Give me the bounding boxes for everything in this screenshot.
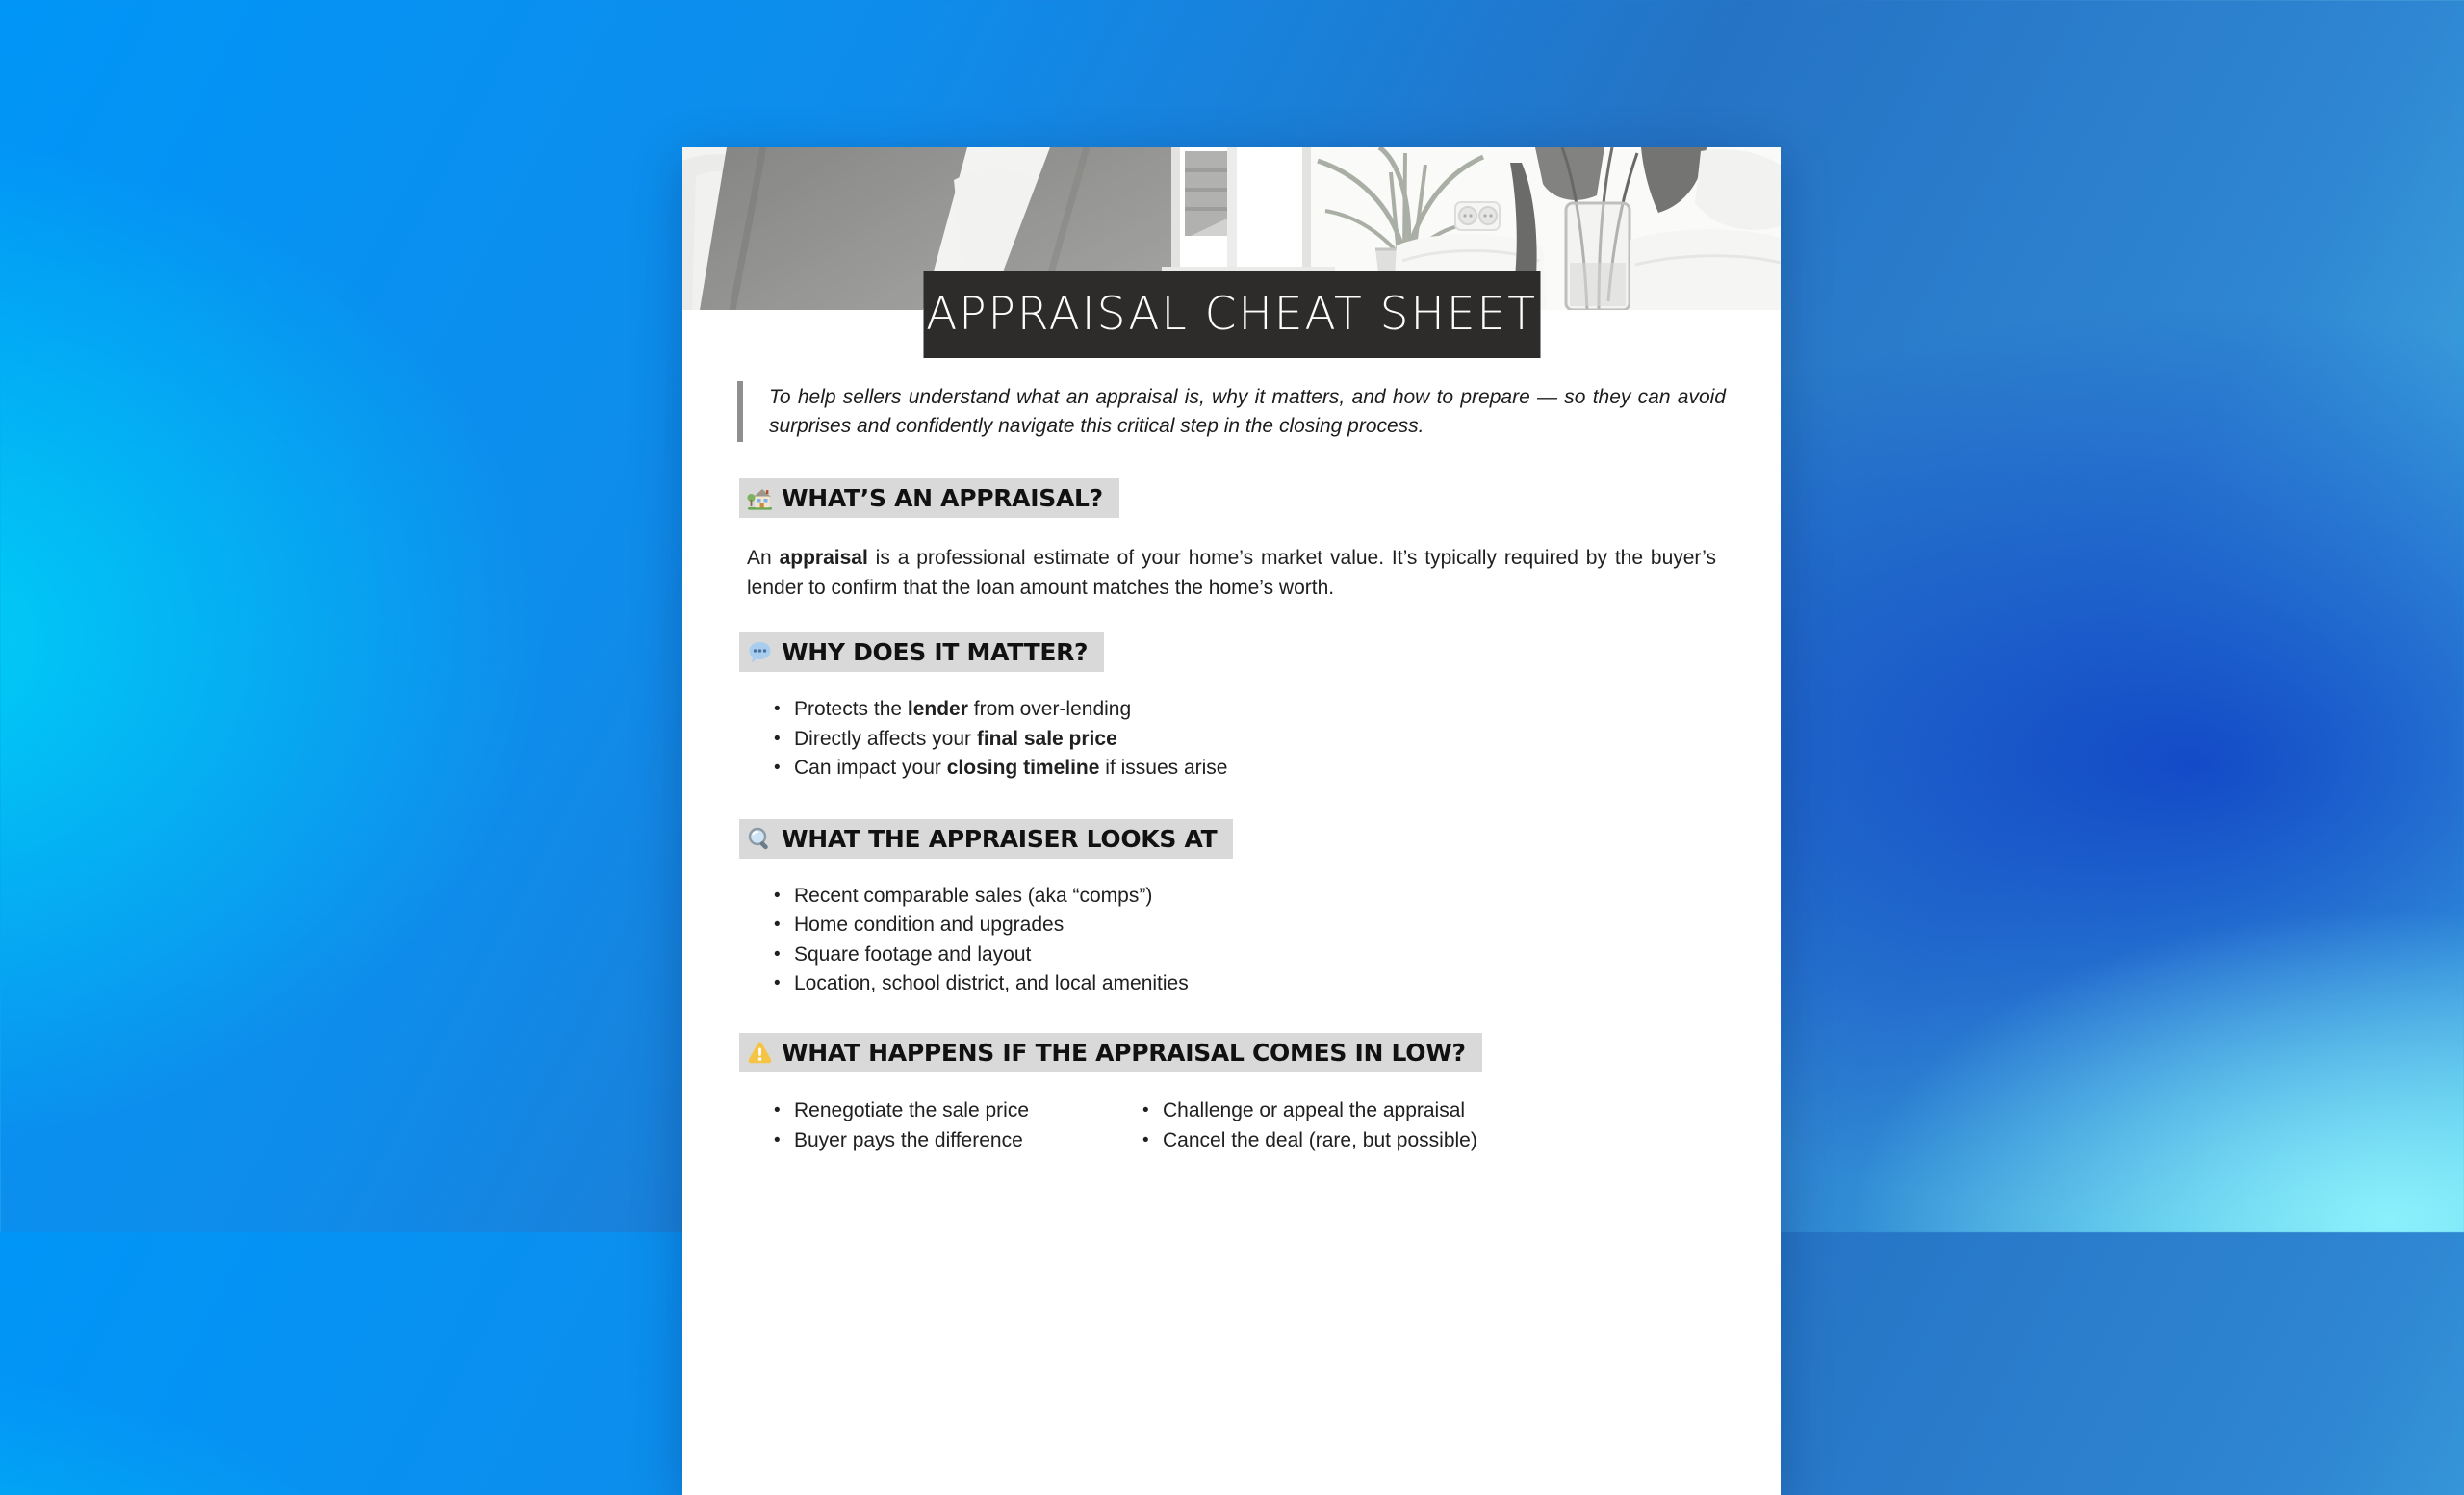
low-options-left-column — [737, 1095, 1106, 1155]
list-item: • Home condition and upgrades — [772, 911, 1726, 941]
why-it-matters-list — [737, 695, 1726, 784]
speech-balloon-icon — [747, 639, 773, 665]
title-banner — [923, 271, 1540, 358]
section-heading-why-does-it-matter — [739, 632, 1104, 672]
list-item: • Cancel the deal (rare, but possible) — [1141, 1125, 1726, 1155]
appraisal-cheat-sheet-document — [682, 147, 1781, 1495]
header-photo — [682, 147, 1781, 341]
appraiser-looks-at-list — [737, 882, 1726, 999]
list-item: • Challenge or appeal the appraisal — [1141, 1095, 1726, 1125]
intro-blockquote — [737, 381, 1726, 442]
warning-icon — [747, 1040, 773, 1066]
list-item: • Square footage and layout — [772, 941, 1726, 970]
low-appraisal-options-columns — [737, 1095, 1726, 1155]
low-options-right-column — [1106, 1095, 1726, 1155]
magnifying-glass-icon — [747, 826, 773, 852]
document-content — [682, 310, 1781, 1155]
section-heading-whats-an-appraisal — [739, 478, 1119, 518]
section-heading-label: WHY DOES IT MATTER? — [782, 638, 1089, 666]
list-item: • Can impact your closing timeline if issues arise — [772, 754, 1726, 784]
section-heading-label: WHAT’S AN APPRAISAL? — [782, 484, 1103, 512]
document-title: APPRAISAL CHEAT SHEET — [926, 288, 1537, 341]
list-item: • Recent comparable sales (aka “comps”) — [772, 882, 1726, 912]
section-heading-what-appraiser-looks-at — [739, 819, 1233, 859]
section-heading-label: WHAT HAPPENS IF THE APPRAISAL COMES IN LOW? — [782, 1038, 1466, 1067]
list-item: • Protects the lender from over-lending — [772, 695, 1726, 725]
house-with-garden-icon — [747, 485, 773, 511]
section-heading-appraisal-comes-in-low — [739, 1033, 1482, 1072]
paragraph-what-is-appraisal: An appraisal is a professional estimate of your home’s market value. It’s typically required by the buyer’s lender to confirm that the loan amount matches the home’s worth. — [747, 547, 1716, 599]
list-item: • Renegotiate the sale price — [772, 1095, 1106, 1125]
section-heading-label: WHAT THE APPRAISER LOOKS AT — [782, 824, 1218, 853]
intro-text: To help sellers understand what an appraisal is, why it matters, and how to prepare — so they can avoid surprises and confidently navigate this critical step in the closing process. — [769, 386, 1726, 437]
list-item: • Location, school district, and local amenities — [772, 969, 1726, 999]
list-item: • Directly affects your final sale price — [772, 725, 1726, 755]
list-item: • Buyer pays the difference — [772, 1125, 1106, 1155]
